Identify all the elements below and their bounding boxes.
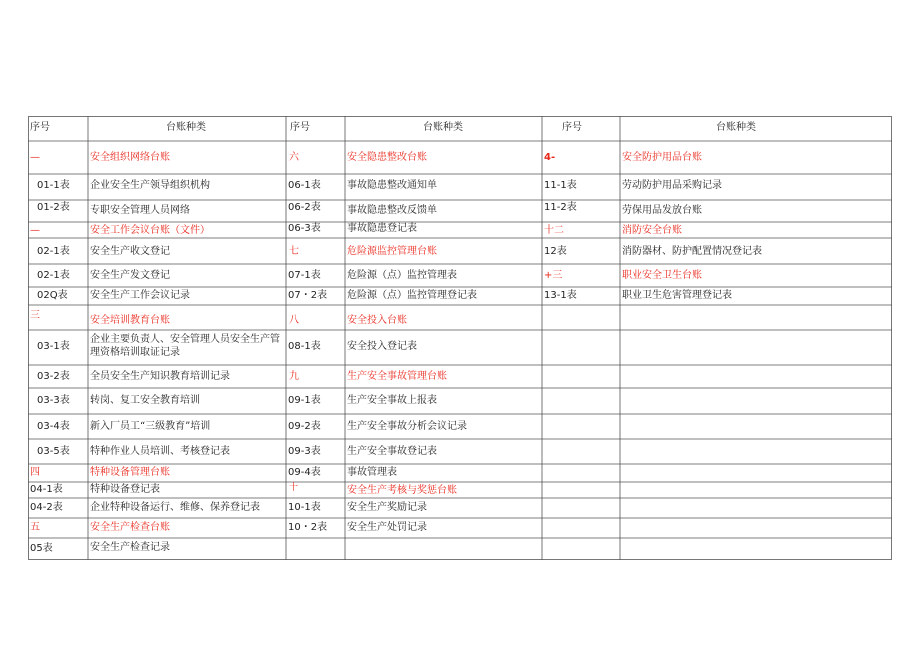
row-name: 新入厂员工“三级教育”培训 [90, 421, 211, 432]
section-num: 三 [30, 310, 40, 321]
row-num: 05表 [30, 543, 53, 554]
row-num: 03-3表 [37, 395, 70, 406]
row-name: 企业主要负责人、安全管理人员安全生产管理资格培训取证记录 [90, 334, 280, 358]
row-name: 危险源（点）监控管理登记表 [347, 290, 477, 301]
row-num: 13-1表 [544, 290, 577, 301]
row-name: 特种设备登记表 [90, 484, 160, 495]
section-num: 六 [289, 152, 299, 163]
row-name: 安全生产奖励记录 [347, 502, 427, 513]
row-name: 生产安全事故分析会议记录 [347, 421, 467, 432]
header-seq-1: 序号 [30, 122, 50, 133]
row-num: 01-1表 [37, 180, 70, 191]
row-num: 09-1表 [288, 395, 321, 406]
row-name: 劳动防护用品采购记录 [622, 180, 722, 191]
section-num: — [30, 225, 40, 236]
section-title: 安全隐患整改台账 [347, 152, 427, 163]
row-name: 专职安全管理人员网络 [90, 205, 190, 216]
row-num: 03-4表 [37, 421, 70, 432]
row-name: 安全生产工作会议记录 [90, 290, 190, 301]
row-num: 06-2表 [288, 202, 321, 213]
section-num: 九 [289, 371, 299, 382]
section-num: — [30, 152, 40, 163]
row-name: 生产安全事故登记表 [347, 446, 437, 457]
row-name: 劳保用品发放台账 [622, 205, 702, 216]
section-title: 安全生产检查台账 [90, 522, 170, 533]
header-seq-3: 序号 [562, 122, 582, 133]
row-num: 03-1表 [37, 341, 70, 352]
row-name: 消防器材、防护配置情况登记表 [622, 246, 762, 257]
section-num: 五 [30, 522, 40, 533]
section-title: 消防安全台账 [622, 225, 682, 236]
ledger-table [28, 116, 892, 560]
section-num: 十 [289, 483, 299, 493]
row-name: 安全生产检查记录 [90, 542, 170, 553]
section-num: 八 [289, 315, 299, 326]
row-name: 危险源（点）监控管理表 [347, 270, 457, 281]
section-title: 安全工作会议台账（文件） [90, 225, 210, 236]
row-num: 04-2表 [30, 502, 63, 513]
row-num: 09-3表 [288, 446, 321, 457]
section-num: 四 [30, 467, 40, 478]
row-name: 企业安全生产领导组织机构 [90, 180, 210, 191]
row-num: 11-1表 [544, 180, 577, 191]
row-num: 07-1表 [288, 270, 321, 281]
section-title: 特种设备管理台账 [90, 467, 170, 478]
row-name: 安全生产处罚记录 [347, 522, 427, 533]
row-num: 02-1表 [37, 246, 70, 257]
section-num: +三 [544, 270, 563, 281]
row-num: 09-2表 [288, 421, 321, 432]
row-name: 转岗、复工安全教育培训 [90, 395, 200, 406]
row-name: 安全生产收文登记 [90, 246, 170, 257]
row-num: 11-2表 [544, 202, 577, 213]
section-title: 安全生产考核与奖惩台账 [347, 485, 457, 496]
header-type-2: 台账种类 [423, 122, 463, 133]
row-num: 02-1表 [37, 270, 70, 281]
row-num: 10-1表 [288, 502, 321, 513]
section-title: 安全防护用品台账 [622, 152, 702, 163]
row-num: 07・2表 [288, 290, 328, 301]
row-name: 事故隐患登记表 [347, 223, 417, 234]
section-num: 十二 [544, 225, 564, 236]
row-num: 08-1表 [288, 341, 321, 352]
row-num: 06-1表 [288, 180, 321, 191]
row-num: 02Q表 [37, 290, 68, 301]
header-seq-2: 序号 [290, 122, 310, 133]
row-name: 职业卫生危害管理登记表 [622, 290, 732, 301]
row-name: 安全投入登记表 [347, 341, 417, 352]
row-num: 09-4表 [288, 467, 321, 478]
header-type-3: 台账种类 [716, 122, 756, 133]
section-title: 生产安全事故管理台账 [347, 371, 447, 382]
row-name: 全员安全生产知识教育培训记录 [90, 371, 230, 382]
row-num: 01-2表 [37, 202, 70, 213]
row-name: 生产安全事故上报表 [347, 395, 437, 406]
section-title: 安全培训教育台账 [90, 315, 170, 326]
row-name: 企业特种设备运行、维修、保养登记表 [90, 502, 260, 513]
row-num: 04-1表 [30, 484, 63, 495]
row-name: 事故隐患整改通知单 [347, 180, 437, 191]
row-name: 事故管理表 [347, 467, 397, 478]
row-num: 03-5表 [37, 446, 70, 457]
row-name: 安全生产发文登记 [90, 270, 170, 281]
row-name: 特种作业人员培训、考核登记表 [90, 446, 230, 457]
section-num: 4- [544, 152, 556, 163]
section-title: 职业安全卫生台账 [622, 270, 702, 281]
header-type-1: 台账种类 [166, 122, 206, 133]
section-title: 安全组织网络台账 [90, 152, 170, 163]
section-title: 危险源监控管理台账 [347, 246, 437, 257]
row-num: 10・2表 [288, 522, 328, 533]
section-title: 安全投入台账 [347, 315, 407, 326]
section-num: 七 [289, 246, 299, 257]
row-num: 06-3表 [288, 223, 321, 234]
row-num: 03-2表 [37, 371, 70, 382]
row-name: 事故隐患整改反馈单 [347, 205, 437, 216]
row-num: 12表 [544, 246, 567, 257]
